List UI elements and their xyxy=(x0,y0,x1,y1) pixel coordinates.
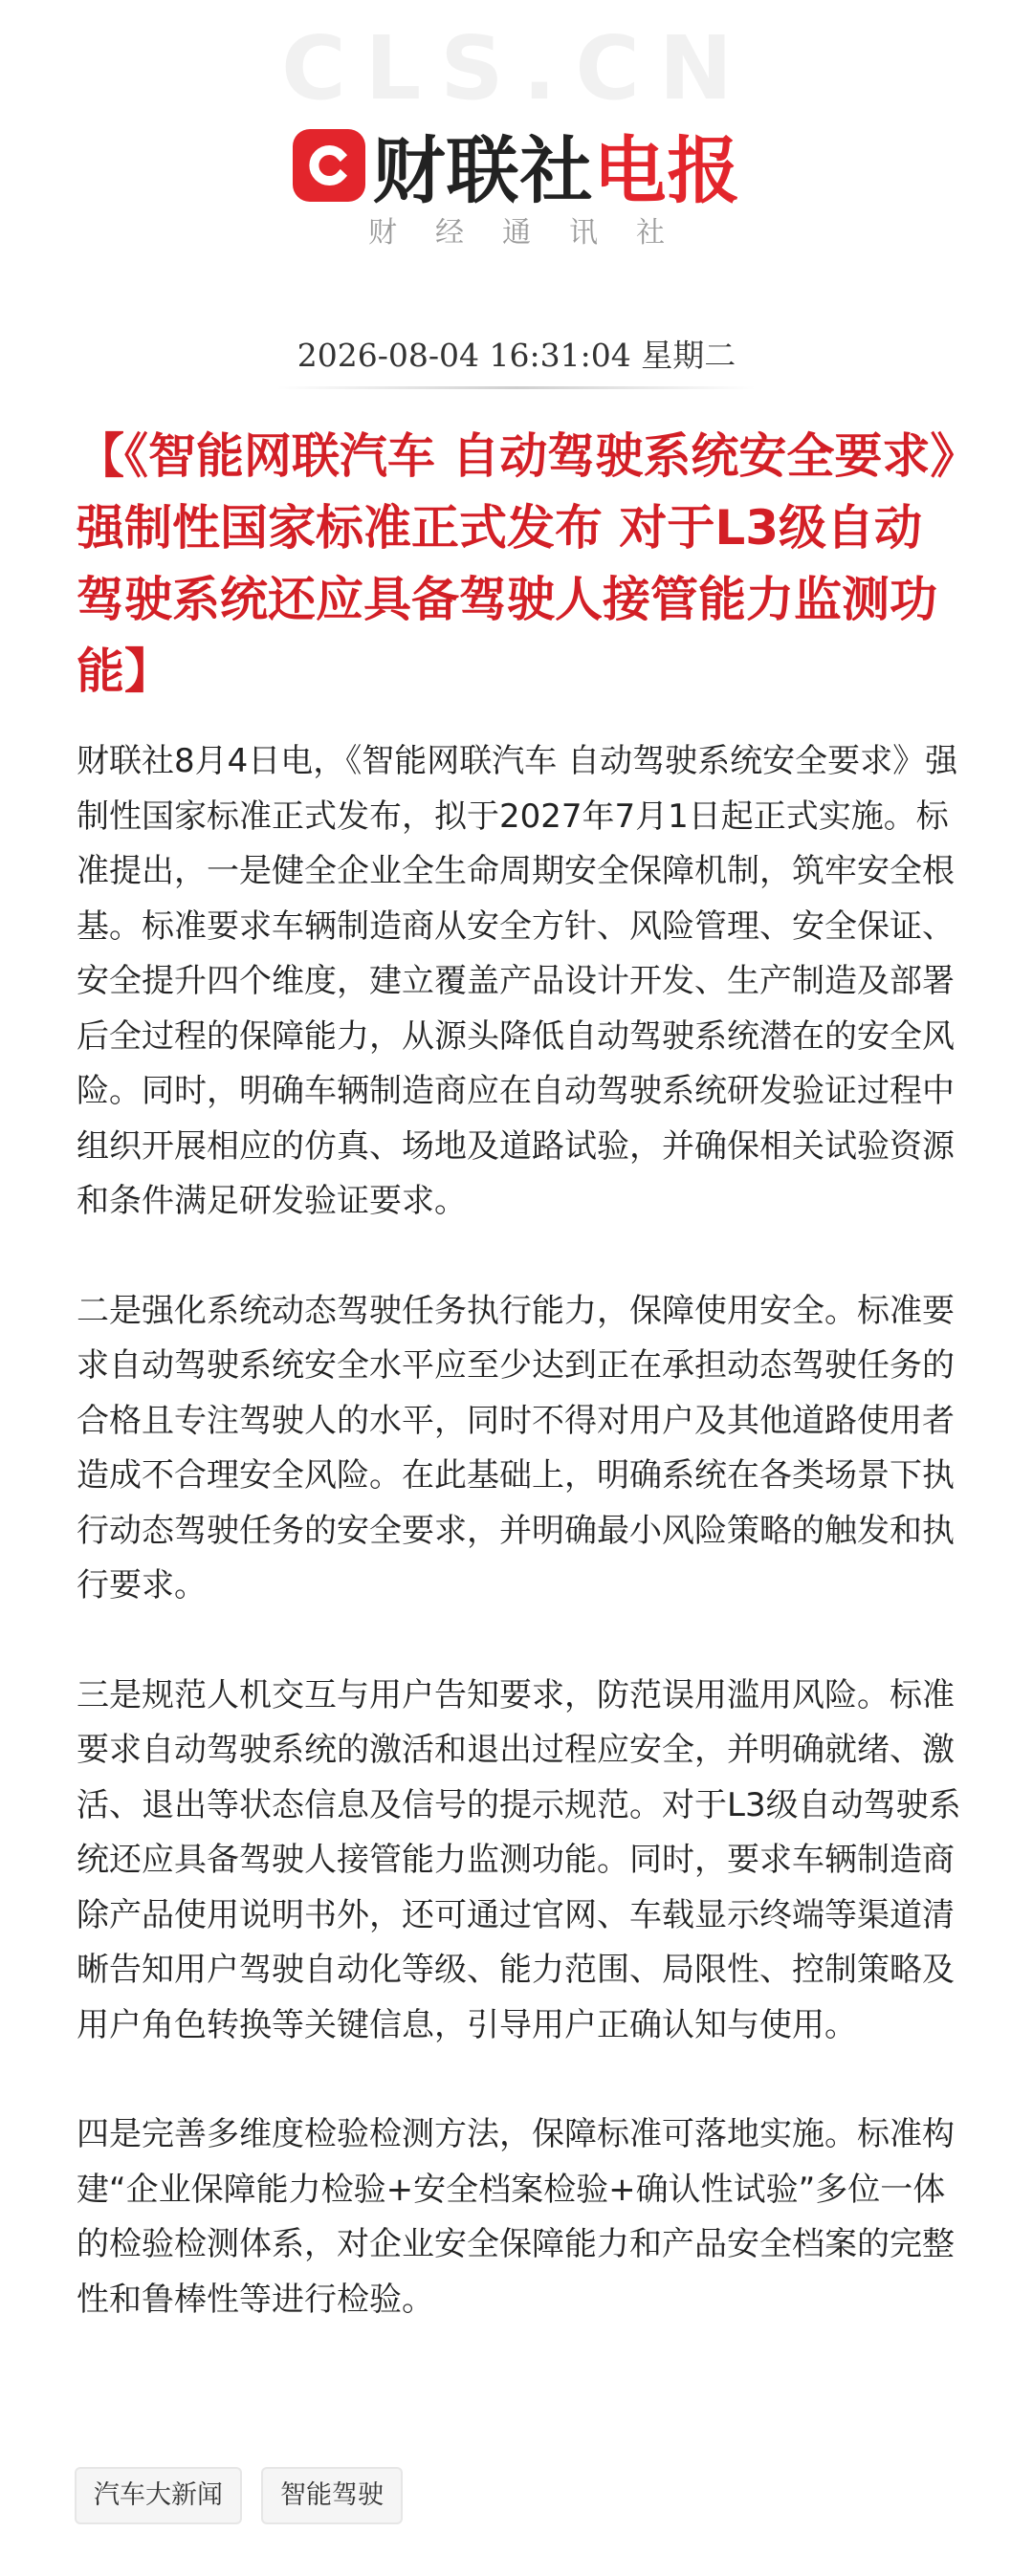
brand-tagline: 财经通讯社 xyxy=(368,216,703,250)
site-watermark: CLS.CN xyxy=(281,17,752,120)
brand-logo xyxy=(0,113,1033,217)
article-paragraph: 四是完善多维度检验检测方法，保障标准可落地实施。标准构建“企业保障能力检验+安全档案检验+确认性试验”多位一体的检验检测体系，对企业安全保障能力和产品安全档案的完整性和鲁棒性等进行检验。 xyxy=(77,2115,955,2319)
brand-header xyxy=(0,0,1033,325)
article-paragraph: 二是强化系统动态驾驶任务执行能力，保障使用安全。标准要求自动驾驶系统安全水平应至少达到正在承担动态驾驶任务的合格且专注驾驶人的水平，同时不得对用户及其他道路使用者造成不合理安全风险。在此基础上，明确系统在各类场景下执行动态驾驶任务的安全要求，并明确最小风险策略的触发和执行要求。 xyxy=(77,1291,955,1605)
brand-name-highlight: 电报 xyxy=(593,128,741,213)
article-paragraph: 三是规范人机交互与用户告知要求，防范误用滥用风险。标准要求自动驾驶系统的激活和退出过程应安全，并明确就绪、激活、退出等状态信息及信号的提示规范。对于L3级自动驾驶系统还应具备驾驶人接管能力监测功能。同时，要求车辆制造商除产品使用说明书外，还可通过官网、车载显示终端等渠道清晰告知用户驾驶自动化等级、能力范围、局限性、控制策略及用户角色转换等关键信息，引导用户正确认知与使用。 xyxy=(77,1675,961,2044)
publish-datetime: 2026-08-04 16:31:04 星期二 xyxy=(297,337,736,374)
tag-auto-news[interactable]: 汽车大新闻 xyxy=(75,2467,242,2524)
article-paragraph: 财联社8月4日电，《智能网联汽车 自动驾驶系统安全要求》强制性国家标准正式发布，拟于2027年7月1日起正式实施。标准提出，一是健全企业全生命周期安全保障机制，筑牢安全根基。标准要求车辆制造商从安全方针、风险管理、安全保证、安全提升四个维度，建立覆盖产品设计开发、生产制造及部署后全过程的保障能力，从源头降低自动驾驶系统潜在的安全风险。同时，明确车辆制造商应在自动驾驶系统研发验证过程中组织开展相应的仿真、场地及道路试验，并确保相关试验资源和条件满足研发验证要求。 xyxy=(77,742,958,1220)
article-body xyxy=(77,734,966,2327)
tag-smart-driving[interactable]: 智能驾驶 xyxy=(261,2467,403,2524)
divider xyxy=(277,386,756,389)
brand-name: 财联社 xyxy=(372,128,594,213)
c-logo-icon xyxy=(293,129,365,202)
article-headline: 【《智能网联汽车 自动驾驶系统安全要求》强制性国家标准正式发布 对于L3级自动驾驶系统还应具备驾驶人接管能力监测功能】 xyxy=(77,428,955,699)
tag-list xyxy=(75,2467,422,2524)
